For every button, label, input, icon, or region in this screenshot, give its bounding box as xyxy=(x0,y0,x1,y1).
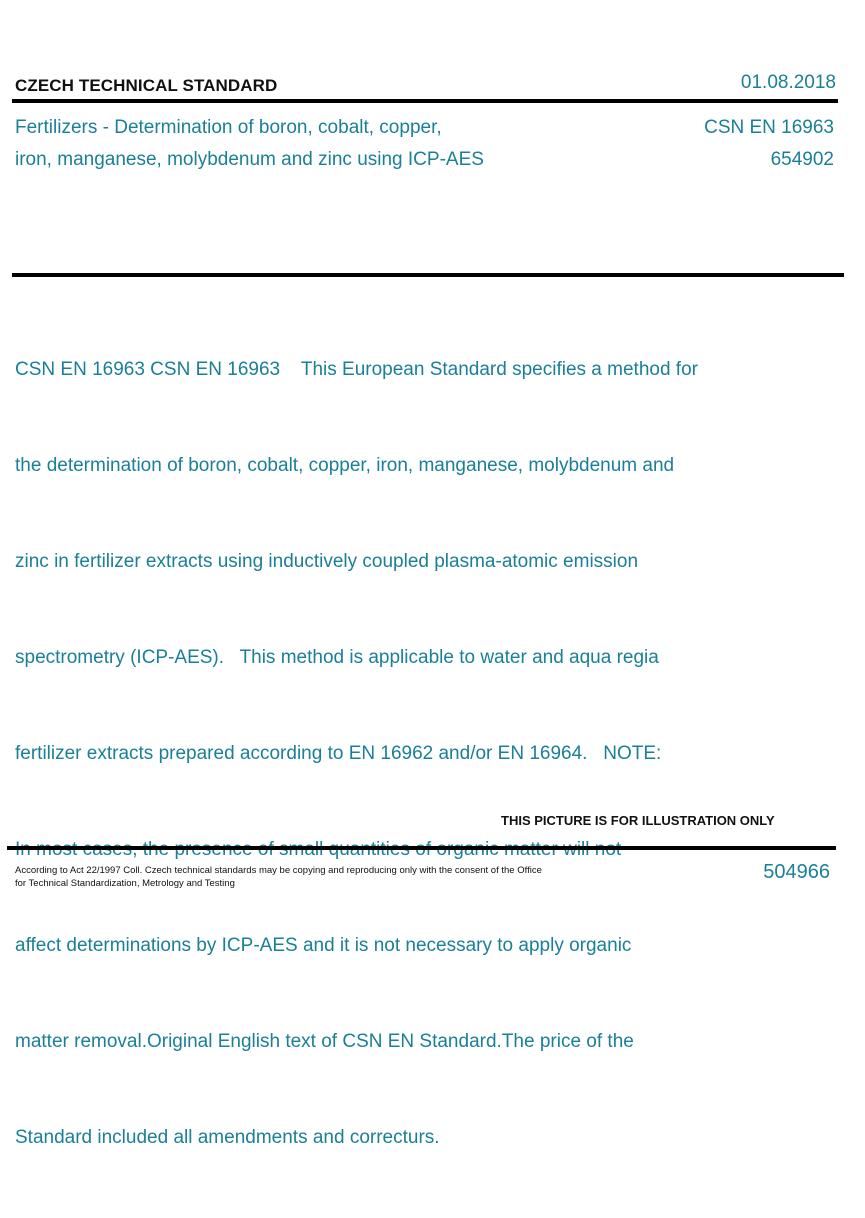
header-title: CZECH TECHNICAL STANDARD xyxy=(15,76,278,95)
footer-divider xyxy=(7,846,836,850)
abstract-line: spectrometry (ICP-AES). This method is applicable to water and aqua regia xyxy=(15,647,659,668)
abstract-line: fertilizer extracts prepared according to EN 16962 and/or EN 16964. NOTE: xyxy=(15,743,662,764)
publication-date: 01.08.2018 xyxy=(740,72,836,93)
standard-title-line: Fertilizers - Determination of boron, cobalt, copper, xyxy=(15,117,442,138)
section-divider xyxy=(12,273,844,277)
abstract-line xyxy=(15,834,805,866)
standard-code: CSN EN 16963 xyxy=(704,117,834,138)
standard-title-line: iron, manganese, molybdenum and zinc using ICP-AES xyxy=(15,149,484,170)
abstract-line: affect determinations by ICP-AES and it is not necessary to apply organic xyxy=(15,935,632,956)
abstract-line: the determination of boron, cobalt, copper, iron, manganese, molybdenum and xyxy=(15,455,675,476)
abstract-text xyxy=(15,290,805,1218)
legal-notice-line: for Technical Standardization, Metrology and Testing xyxy=(15,878,235,889)
illustration-notice: THIS PICTURE IS FOR ILLUSTRATION ONLY xyxy=(501,813,775,828)
legal-notice-line: According to Act 22/1997 Coll. Czech technical standards may be copying and reproducing only with the consent of the Office xyxy=(15,865,542,876)
document-id: 504966 xyxy=(763,861,830,883)
abstract-line: zinc in fertilizer extracts using inductively coupled plasma-atomic emission xyxy=(15,551,639,572)
abstract-line: Standard included all amendments and correcturs. xyxy=(15,1127,440,1148)
abstract-line: matter removal.Original English text of CSN EN Standard.The price of the xyxy=(15,1031,634,1052)
classification-code: 654902 xyxy=(770,149,834,170)
header-divider xyxy=(12,99,838,103)
legal-notice xyxy=(15,864,615,890)
abstract-line: CSN EN 16963 CSN EN 16963 This European Standard specifies a method for xyxy=(15,359,698,380)
